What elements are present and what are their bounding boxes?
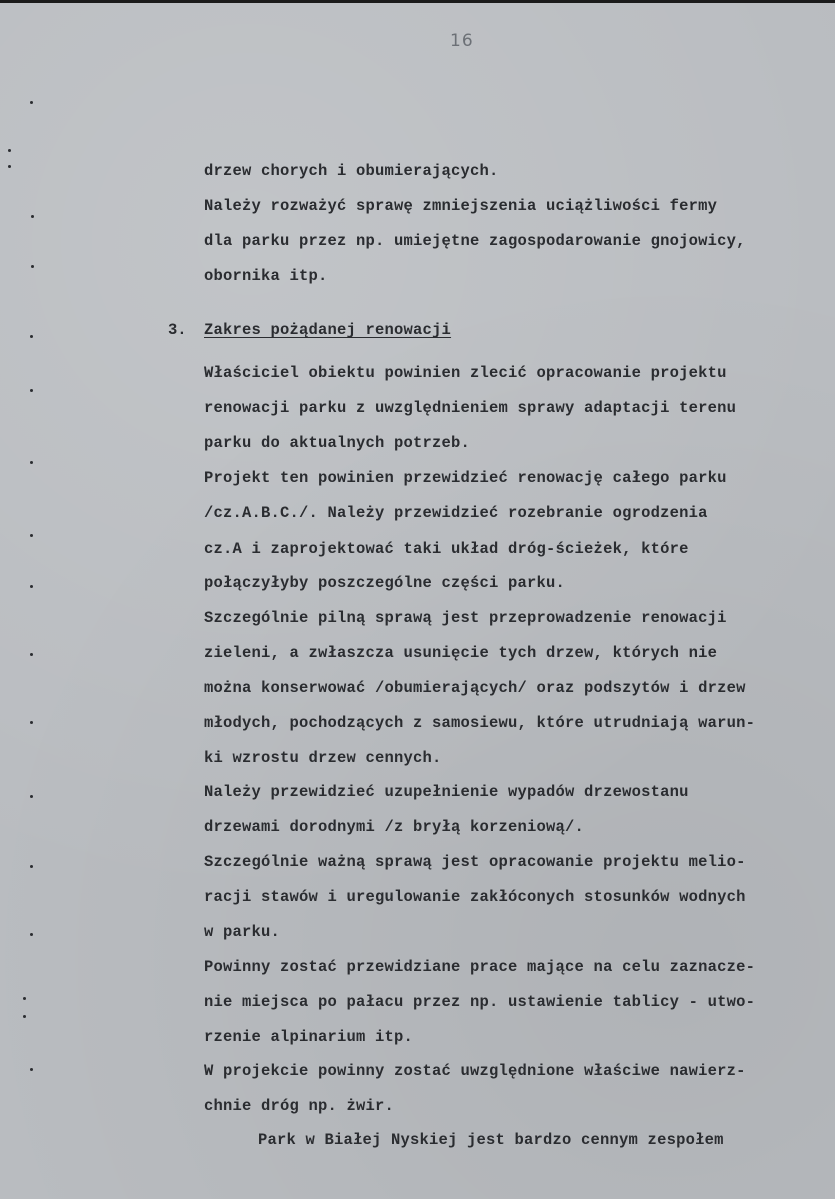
- margin-speck: [23, 1015, 26, 1018]
- text-line: dla parku przez np. umiejętne zagospodarowanie gnojowicy,: [204, 232, 746, 250]
- margin-speck: [30, 721, 33, 724]
- text-line: parku do aktualnych potrzeb.: [204, 434, 471, 452]
- text-line: obornika itp.: [204, 267, 328, 285]
- text-line: racji stawów i uregulowanie zakłóconych stosunków wodnych: [204, 888, 746, 906]
- text-line: chnie dróg np. żwir.: [204, 1097, 395, 1115]
- text-line: drzewami dorodnymi /z bryłą korzeniową/.: [204, 818, 585, 836]
- text-line: Szczególnie ważną sprawą jest opracowanie projektu melio-: [204, 853, 746, 871]
- text-line: /cz.A.B.C./. Należy przewidzieć rozebranie ogrodzenia: [204, 504, 708, 522]
- text-line: renowacji parku z uwzględnieniem sprawy adaptacji terenu: [204, 399, 737, 417]
- margin-speck: [8, 149, 11, 152]
- text-line: Powinny zostać przewidziane prace mające na celu zaznacze-: [204, 958, 756, 976]
- margin-speck: [30, 933, 33, 936]
- text-line: młodych, pochodzących z samosiewu, które utrudniają warun-: [204, 714, 756, 732]
- margin-speck: [30, 865, 33, 868]
- text-line: Projekt ten powinien przewidzieć renowację całego parku: [204, 469, 727, 487]
- text-line: nie miejsca po pałacu przez np. ustawienie tablicy - utwo-: [204, 993, 756, 1011]
- text-line: Należy przewidzieć uzupełnienie wypadów drzewostanu: [204, 783, 689, 801]
- text-line: ki wzrostu drzew cennych.: [204, 749, 442, 767]
- text-line: Park w Białej Nyskiej jest bardzo cennym zespołem: [258, 1131, 724, 1149]
- text-line: drzew chorych i obumierających.: [204, 162, 499, 180]
- text-line: w parku.: [204, 923, 281, 941]
- text-line: rzenie alpinarium itp.: [204, 1028, 414, 1046]
- text-line: połączyłyby poszczególne części parku.: [204, 574, 566, 592]
- margin-speck: [30, 534, 33, 537]
- margin-speck: [23, 997, 26, 1000]
- margin-speck: [31, 215, 34, 218]
- section-number: 3.: [168, 321, 187, 339]
- text-line: Właściciel obiektu powinien zlecić opracowanie projektu: [204, 364, 727, 382]
- margin-speck: [30, 461, 33, 464]
- text-line: zieleni, a zwłaszcza usunięcie tych drzew, których nie: [204, 644, 718, 662]
- margin-speck: [30, 795, 33, 798]
- margin-speck: [30, 389, 33, 392]
- margin-speck: [31, 265, 34, 268]
- page-number: 16: [450, 31, 474, 51]
- margin-speck: [30, 101, 33, 104]
- text-line: cz.A i zaprojektować taki układ dróg-ścieżek, które: [204, 540, 689, 558]
- margin-speck: [8, 165, 11, 168]
- margin-speck: [30, 335, 33, 338]
- text-line: można konserwować /obumierających/ oraz podszytów i drzew: [204, 679, 746, 697]
- text-line: Szczególnie pilną sprawą jest przeprowadzenie renowacji: [204, 609, 727, 627]
- section-heading: Zakres pożądanej renowacji: [204, 321, 452, 339]
- margin-speck: [30, 585, 33, 588]
- text-line: Należy rozważyć sprawę zmniejszenia uciążliwości fermy: [204, 197, 718, 215]
- margin-speck: [30, 1068, 33, 1071]
- text-line: W projekcie powinny zostać uwzględnione właściwe nawierz-: [204, 1062, 746, 1080]
- margin-speck: [30, 653, 33, 656]
